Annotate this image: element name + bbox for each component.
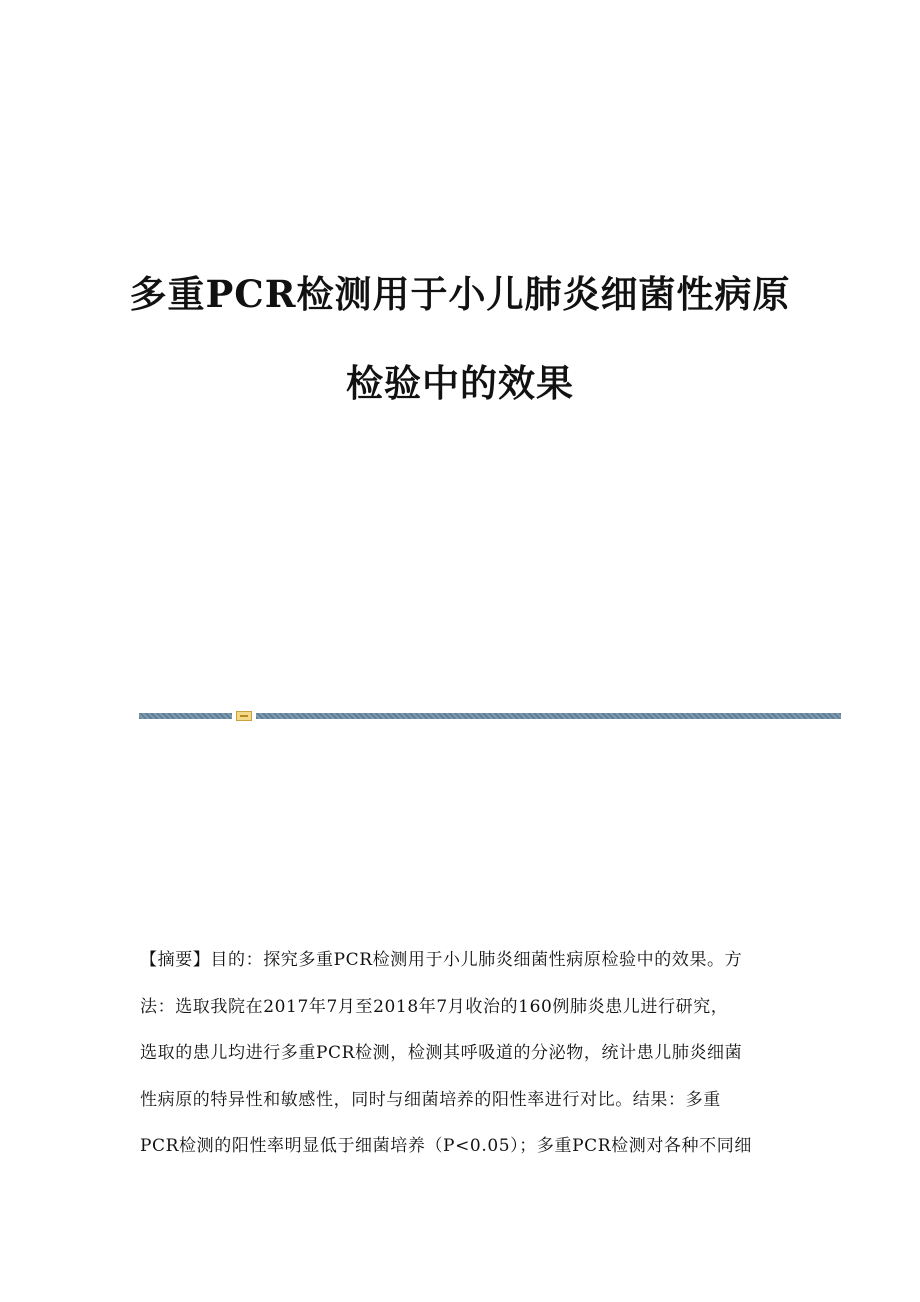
abstract-paragraph [140, 949, 770, 1182]
divider-bar-left [139, 713, 232, 719]
title-line-2: 检验中的效果 [346, 361, 574, 405]
abstract-line-5: PCR检测的阳性率明显低于细菌培养（P<0.05）；多重PCR检测对各种不同细 [140, 1136, 752, 1156]
abstract-line-2: 法：选取我院在2017年7月至2018年7月收治的160例肺炎患儿进行研究， [140, 996, 729, 1017]
abstract-line-3: 选取的患儿均进行多重PCR检测，检测其呼吸道的分泌物，统计患儿肺炎细菌 [140, 1043, 743, 1063]
decorative-divider [139, 711, 841, 721]
divider-emblem-icon [236, 711, 252, 721]
title-line-1: 多重PCR检测用于小儿肺炎细菌性病原 [129, 272, 791, 316]
divider-bar-right [256, 713, 841, 719]
abstract-line-1: 【摘要】目的：探究多重PCR检测用于小儿肺炎细菌性病原检验中的效果。方 [140, 950, 743, 970]
abstract-line-4: 性病原的特异性和敏感性，同时与细菌培养的阳性率进行对比。结果：多重 [140, 1089, 721, 1110]
